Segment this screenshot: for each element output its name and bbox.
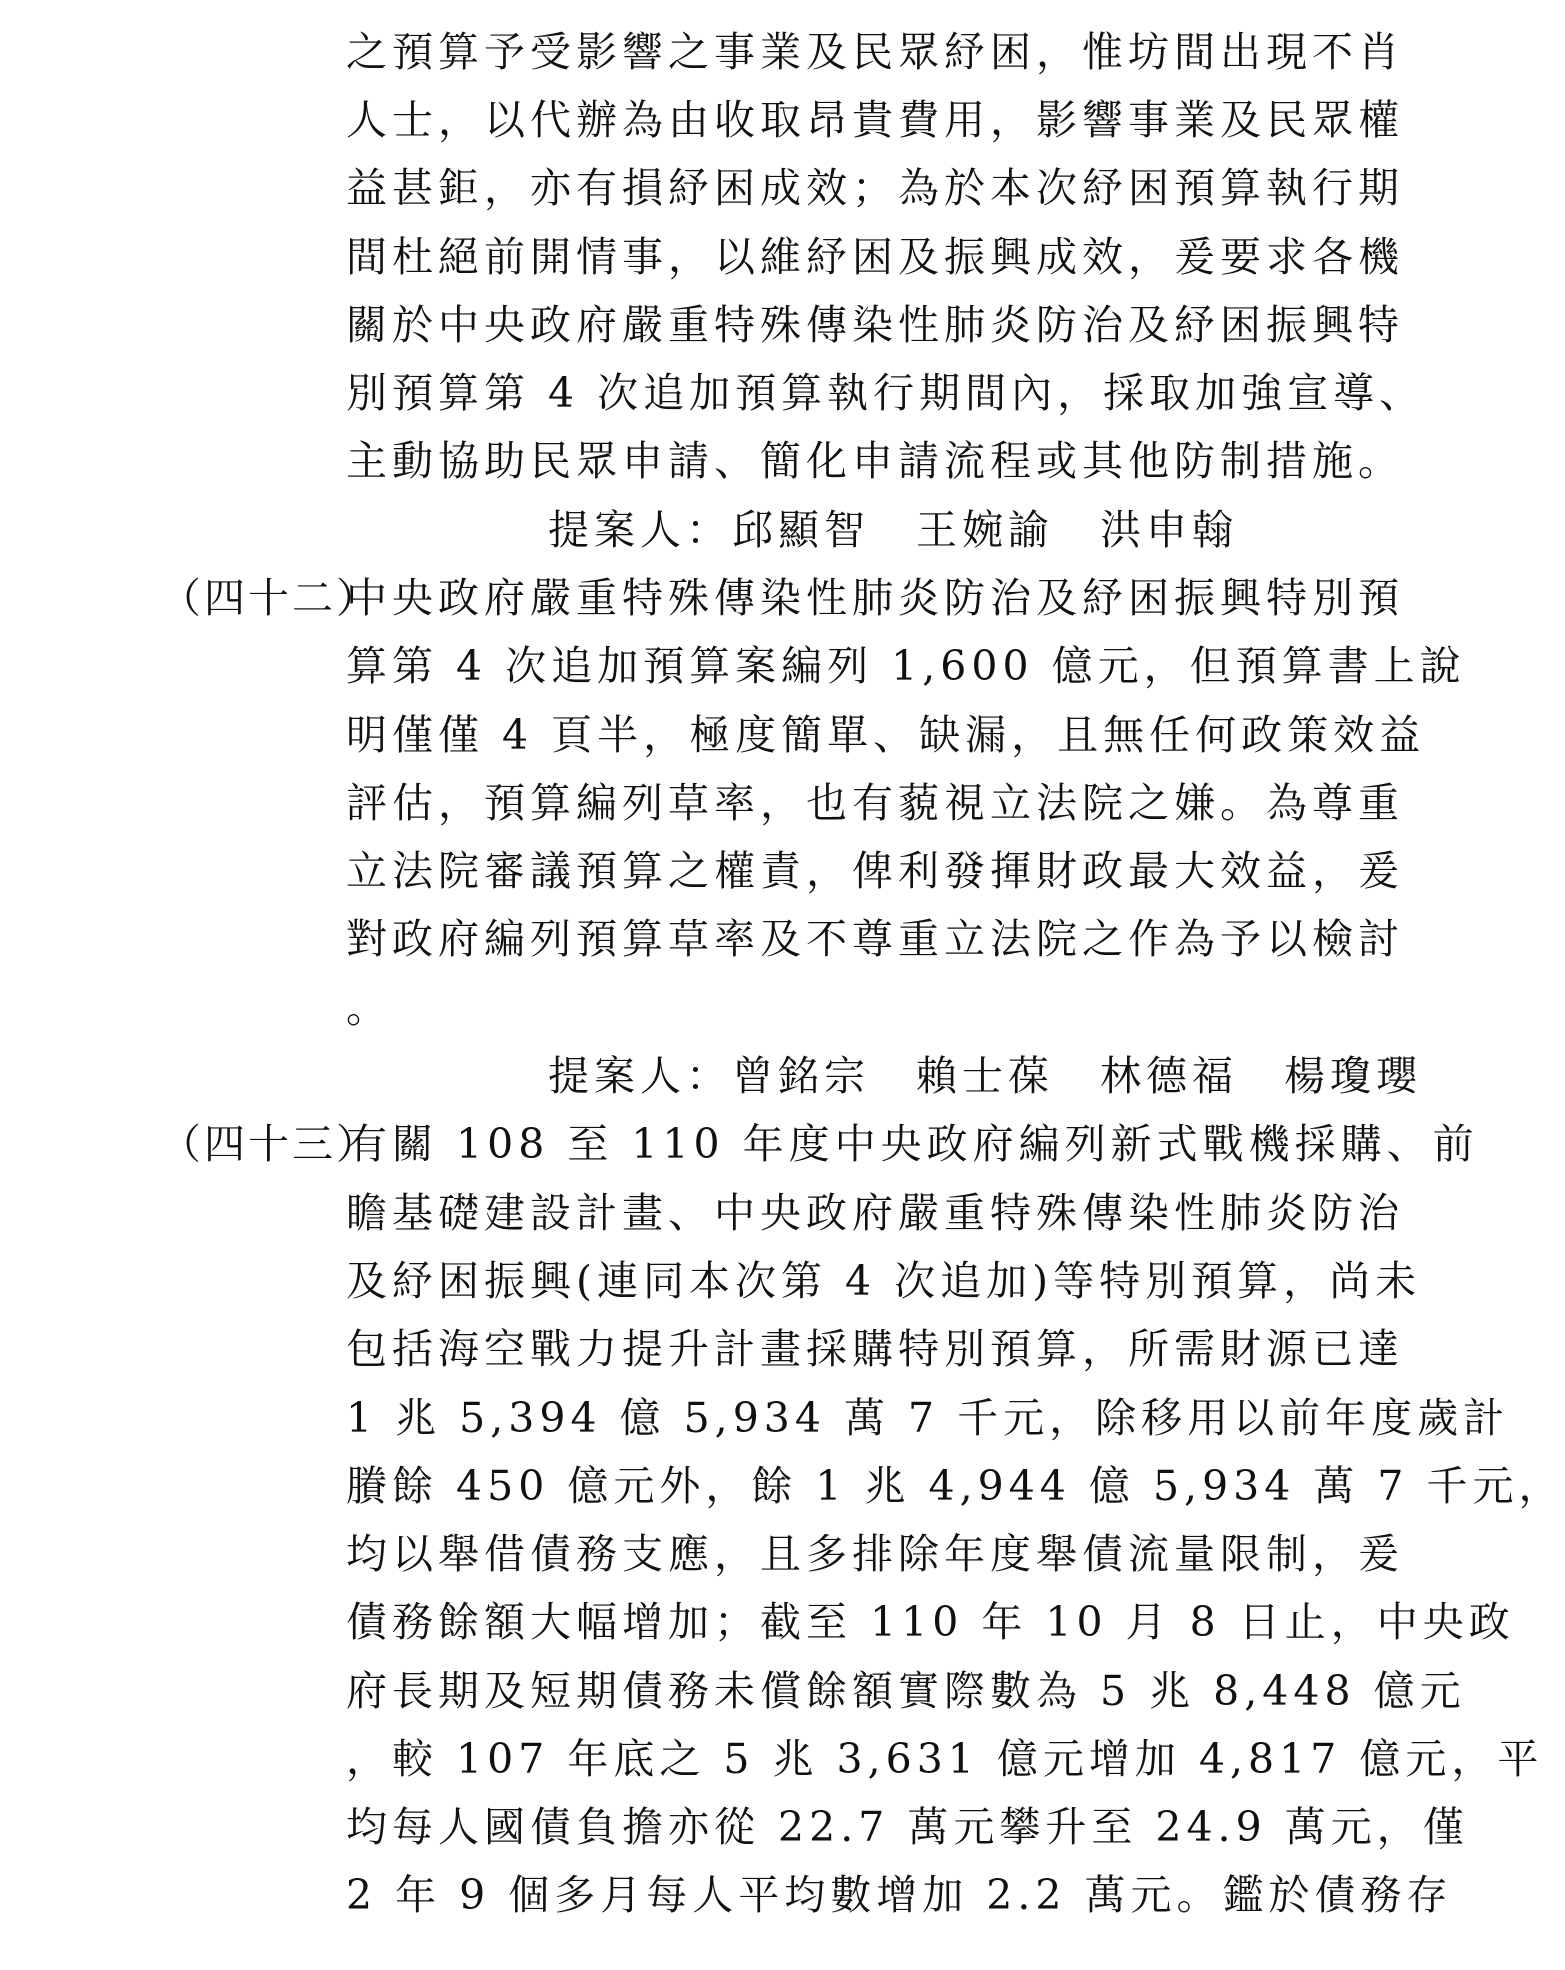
paragraph-line: 立法院審議預算之權責，俾利發揮財政最大效益，爰	[346, 847, 1404, 895]
paragraph-line: 人士，以代辦為由收取昂貴費用，影響事業及民眾權	[346, 96, 1404, 144]
paragraph-line: 。	[346, 984, 392, 1032]
paragraph-line: 中央政府嚴重特殊傳染性肺炎防治及紓困振興特別預	[346, 574, 1404, 622]
item-number: （四十二）	[160, 574, 380, 622]
paragraph-line: 2 年 9 個多月每人平均數增加 2.2 萬元。鑑於債務存	[346, 1871, 1453, 1919]
paragraph-line: 有關 108 至 110 年度中央政府編列新式戰機採購、前	[346, 1120, 1479, 1168]
paragraph-line: 益甚鉅，亦有損紓困成效；為於本次紓困預算執行期	[346, 164, 1404, 212]
paragraph-line: 關於中央政府嚴重特殊傳染性肺炎防治及紓困振興特	[346, 301, 1404, 349]
paragraph-line: 1 兆 5,394 億 5,934 萬 7 千元，除移用以前年度歲計	[346, 1394, 1510, 1442]
paragraph-line: 賸餘 450 億元外，餘 1 兆 4,944 億 5,934 萬 7 千元，	[346, 1462, 1565, 1510]
paragraph-line: 之預算予受影響之事業及民眾紓困，惟坊間出現不肖	[346, 28, 1404, 76]
paragraph-line: 包括海空戰力提升計畫採購特別預算，所需財源已達	[346, 1325, 1404, 1373]
paragraph-line: 瞻基礎建設計畫、中央政府嚴重特殊傳染性肺炎防治	[346, 1189, 1404, 1237]
paragraph-line: 對政府編列預算草率及不尊重立法院之作為予以檢討	[346, 915, 1404, 963]
paragraph-line: 別預算第 4 次追加預算執行期間內，採取加強宣導、	[346, 369, 1426, 417]
paragraph-line: 債務餘額大幅增加；截至 110 年 10 月 8 日止，中央政	[346, 1598, 1515, 1646]
paragraph-line: 主動協助民眾申請、簡化申請流程或其他防制措施。	[346, 437, 1404, 485]
paragraph-line: 均以舉借債務支應，且多排除年度舉債流量限制，爰	[346, 1530, 1404, 1578]
paragraph-line: 均每人國債負擔亦從 22.7 萬元攀升至 24.9 萬元，僅	[346, 1803, 1469, 1851]
paragraph-line: 府長期及短期債務未償餘額實際數為 5 兆 8,448 億元	[346, 1667, 1466, 1715]
paragraph-line: 算第 4 次追加預算案編列 1,600 億元，但預算書上說	[346, 642, 1466, 690]
item-number: （四十三）	[160, 1120, 380, 1168]
paragraph-line: 及紓困振興(連同本次第 4 次追加)等特別預算，尚未	[346, 1257, 1422, 1305]
proposer-line: 提案人：曾銘宗 賴士葆 林德福 楊瓊瓔	[548, 1052, 1422, 1100]
paragraph-line: 間杜絕前開情事，以維紓困及振興成效，爰要求各機	[346, 233, 1404, 281]
paragraph-line: 評估，預算編列草率，也有藐視立法院之嫌。為尊重	[346, 779, 1404, 827]
paragraph-line: 明僅僅 4 頁半，極度簡單、缺漏，且無任何政策效益	[346, 711, 1426, 759]
proposer-line: 提案人：邱顯智 王婉諭 洪申翰	[548, 506, 1238, 554]
paragraph-line: ，較 107 年底之 5 兆 3,631 億元增加 4,817 億元，平	[346, 1735, 1544, 1783]
